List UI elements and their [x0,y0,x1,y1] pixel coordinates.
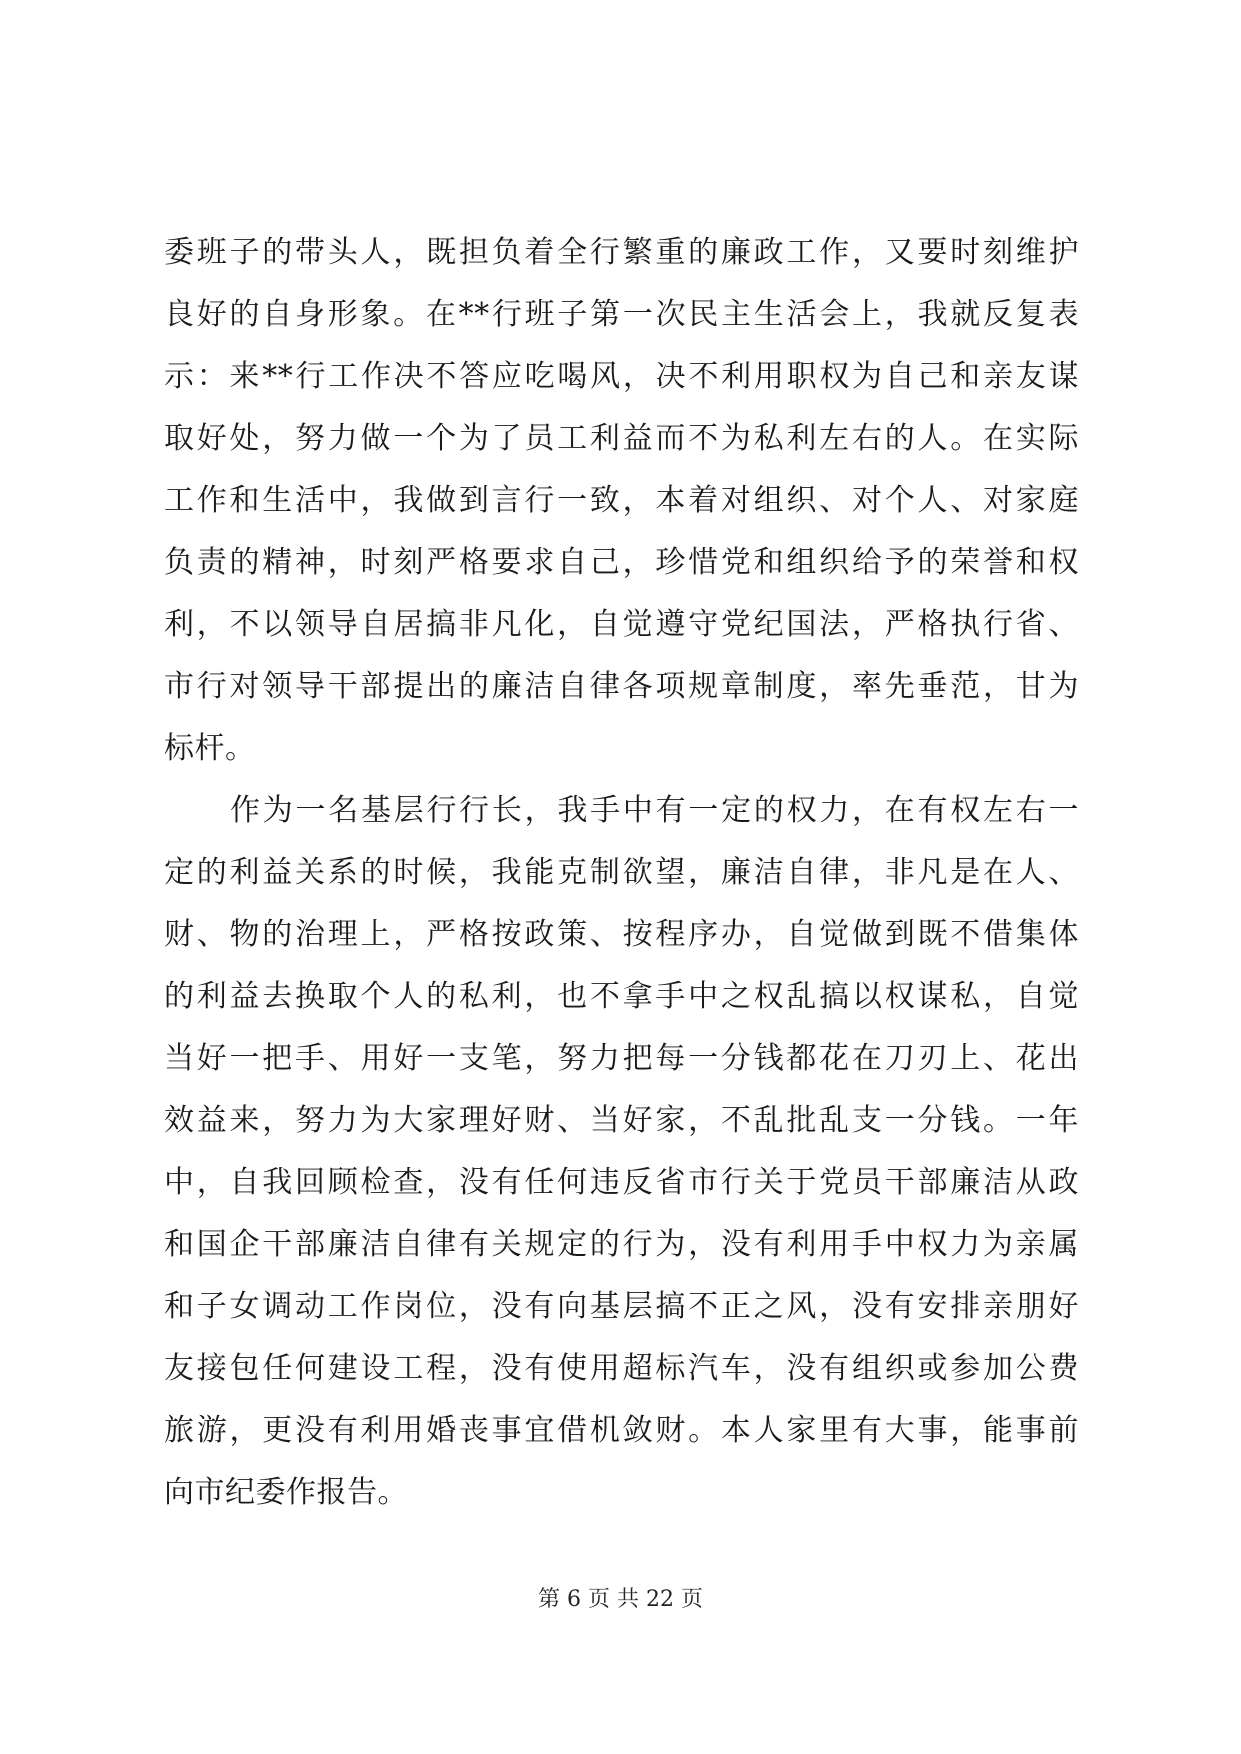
document-body [164,222,1079,1524]
paragraph-1 [164,222,1079,780]
text-line: 财、物的治理上，严格按政策、按程序办，自觉做到既不借集体 [164,917,1079,952]
text-line: 工作和生活中，我做到言行一致，本着对组织、对个人、对家庭 [164,483,1079,518]
page-number-footer: 第 6 页 共 22 页 [538,1587,703,1612]
text-line: 示：来**行工作决不答应吃喝风，决不利用职权为自己和亲友谋 [164,359,1079,394]
text-line: 中，自我回顾检查，没有任何违反省市行关于党员干部廉洁从政 [164,1165,1079,1200]
text-line: 和国企干部廉洁自律有关规定的行为，没有利用手中权力为亲属 [164,1227,1079,1262]
text-line: 友接包任何建设工程，没有使用超标汽车，没有组织或参加公费 [164,1351,1079,1386]
text-line: 市行对领导干部提出的廉洁自律各项规章制度，率先垂范，甘为 [164,669,1079,704]
paragraph-2 [164,780,1079,1524]
text-line: 标杆。 [164,731,256,766]
text-line: 旅游，更没有利用婚丧事宜借机敛财。本人家里有大事，能事前 [164,1413,1079,1448]
text-line: 和子女调动工作岗位，没有向基层搞不正之风，没有安排亲朋好 [164,1289,1079,1324]
text-line: 利，不以领导自居搞非凡化，自觉遵守党纪国法，严格执行省、 [164,607,1079,642]
text-line: 向市纪委作报告。 [164,1475,408,1510]
text-line: 委班子的带头人，既担负着全行繁重的廉政工作，又要时刻维护 [164,235,1079,270]
text-line: 作为一名基层行行长，我手中有一定的权力，在有权左右一 [230,793,1079,828]
text-line: 良好的自身形象。在**行班子第一次民主生活会上，我就反复表 [164,297,1079,332]
text-line: 定的利益关系的时候，我能克制欲望，廉洁自律，非凡是在人、 [164,855,1079,890]
text-line: 当好一把手、用好一支笔，努力把每一分钱都花在刀刃上、花出 [164,1041,1079,1076]
text-line: 负责的精神，时刻严格要求自己，珍惜党和组织给予的荣誉和权 [164,545,1079,580]
text-line: 取好处，努力做一个为了员工利益而不为私利左右的人。在实际 [164,421,1079,456]
text-line: 的利益去换取个人的私利，也不拿手中之权乱搞以权谋私，自觉 [164,979,1079,1014]
text-line: 效益来，努力为大家理好财、当好家，不乱批乱支一分钱。一年 [164,1103,1079,1138]
